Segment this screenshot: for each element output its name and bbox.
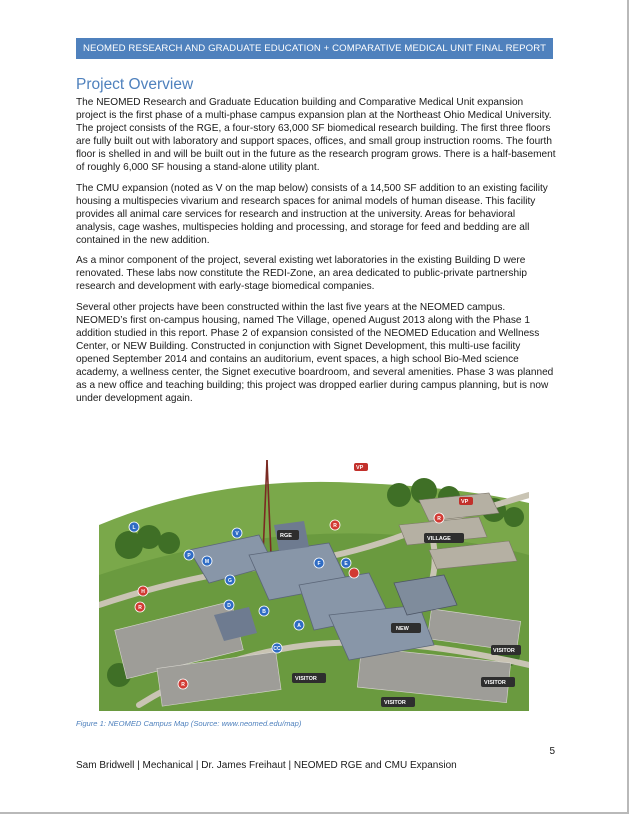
map-pin-d: D: [227, 603, 231, 609]
body-text: [76, 97, 556, 414]
map-pin-g: G: [228, 578, 232, 584]
map-pin-a: A: [297, 623, 301, 629]
campus-map-illustration: [99, 455, 529, 711]
paragraph-campus-projects: Several other projects have been constructed within the last five years at the NEOMED campus. NEOMED’s first on-campus housing, named The Village, opened August 2013 along with the Phase 1 addition studied in this report. Phase 2 of expansion consisted of the NEOMED Education and Wellness Center, or NEW Building. Constructed in conjunction with Signet Development, this multi-use facility opened September 2014 and contains an auditorium, event spaces, a high school Bio-Med science academy, a wellness center, the Signet executive boardroom, and several amenities. Phase 3 was planned as a new office and teaching building; this project was dropped earlier during campus planning, but is now under development again.: [76, 302, 554, 405]
map-label-new: NEW: [396, 626, 409, 632]
map-pin-b: B: [262, 609, 266, 615]
map-label-vp: VP: [461, 499, 469, 505]
paragraph-redi-zone: As a minor component of the project, several existing wet laboratories in the existing Building D were renovated. These labs now constitute the REDI-Zone, an area dedicated to public-private partnership research and development with early-stage biomedical companies.: [76, 255, 527, 293]
map-pin-e: E: [344, 561, 348, 567]
report-header-banner: NEOMED RESEARCH AND GRADUATE EDUCATION + COMPARATIVE MEDICAL UNIT FINAL REPORT: [76, 38, 553, 59]
map-pin-h: H: [141, 589, 145, 595]
map-label-visitor: VISITOR: [493, 648, 515, 654]
map-label-village: VILLAGE: [427, 536, 451, 542]
map-label-visitor: VISITOR: [484, 680, 506, 686]
map-pin-r: R: [181, 682, 185, 688]
map-label-rge: RGE: [280, 533, 292, 539]
map-pin-p: P: [187, 553, 191, 559]
page-footer: Sam Bridwell | Mechanical | Dr. James Freihaut | NEOMED RGE and CMU Expansion: [76, 760, 457, 771]
section-heading: Project Overview: [76, 76, 194, 93]
figure-caption: Figure 1: NEOMED Campus Map (Source: www.neomed.edu/map): [76, 719, 302, 728]
page-number: 5: [549, 746, 555, 757]
map-pin-r: R: [437, 516, 441, 522]
map-pin-m: M: [204, 559, 210, 565]
map-pin-r: R: [138, 605, 142, 611]
map-label-vp: VP: [356, 465, 364, 471]
map-pin-f: F: [317, 561, 321, 567]
paragraph-rge-overview: The NEOMED Research and Graduate Education building and Comparative Medical Unit expansion project is the first phase of a multi-phase campus expansion plan at the Northeast Ohio Medical University. The project consists of the RGE, a four-story 63,000 SF biomedical research building. The first three floors are fully built out with laboratory and support spaces, offices, and small group instruction rooms. The fourth floor is shelled in and will be built out in the future as the research program grows. There is a half-basement of roughly 6,000 SF housing a stand-alone utility plant.: [76, 97, 556, 173]
paragraph-cmu-expansion: The CMU expansion (noted as V on the map below) consists of a 14,500 SF addition to an existing facility housing a multispecies vivarium and research spaces for animal models of human disease. This facility provides all animal care services for research and instruction at the university. Areas for behavioral analysis, cage washes, multispecies holding and processing, and storage for feed and bedding are all contained in the new addition.: [76, 182, 548, 246]
map-pin-cc: CC: [273, 646, 281, 652]
map-pin-l: L: [132, 525, 136, 531]
map-label-visitor: VISITOR: [384, 700, 406, 706]
map-pin-r: R: [333, 523, 337, 529]
map-pin-v: V: [235, 531, 239, 537]
map-label-visitor: VISITOR: [295, 676, 317, 682]
campus-map-image: [99, 455, 529, 711]
